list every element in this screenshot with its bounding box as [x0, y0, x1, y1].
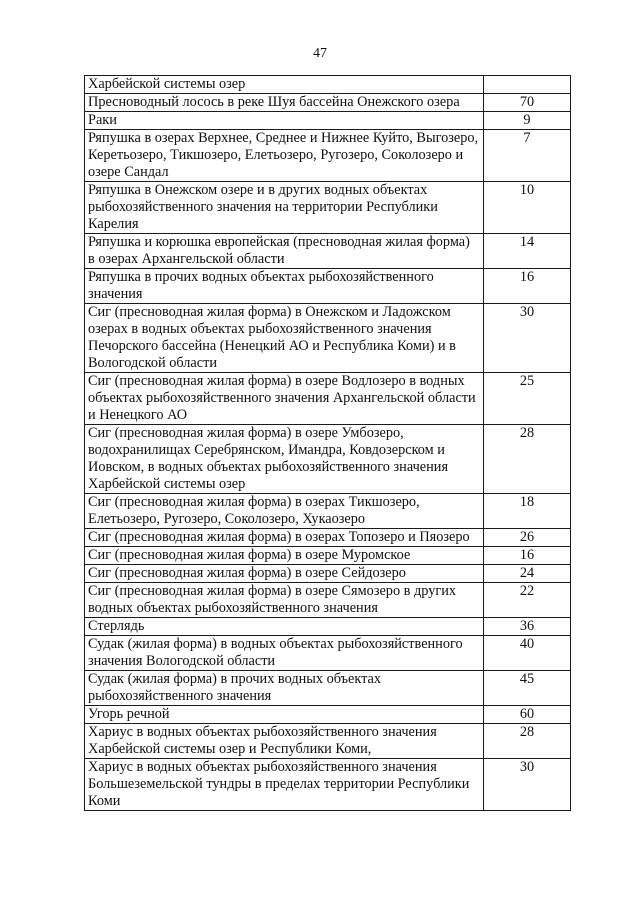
value-cell: 24: [484, 565, 571, 583]
table-row: [85, 494, 571, 529]
value-cell: 10: [484, 182, 571, 234]
species-name-cell: Угорь речной: [85, 706, 484, 724]
species-name-cell: Ряпушка в озерах Верхнее, Среднее и Нижнее Куйто, Выгозеро, Керетьозеро, Тикшозеро, Елетьозеро, Ругозеро, Соколозеро и озере Сандал: [85, 130, 484, 182]
value-cell: 16: [484, 547, 571, 565]
species-table: [84, 75, 571, 811]
value-cell: 9: [484, 112, 571, 130]
table-row: [85, 724, 571, 759]
table-row: [85, 373, 571, 425]
species-name-cell: Хариус в водных объектах рыбохозяйственного значения Большеземельской тундры в пределах территории Республики Коми: [85, 759, 484, 811]
value-cell: 26: [484, 529, 571, 547]
value-cell: 36: [484, 618, 571, 636]
species-name-cell: Сиг (пресноводная жилая форма) в озерах Тикшозеро, Елетьозеро, Ругозеро, Соколозеро, Хукаозеро: [85, 494, 484, 529]
table-row: [85, 547, 571, 565]
species-name-cell: Хариус в водных объектах рыбохозяйственного значения Харбейской системы озер и Республики Коми,: [85, 724, 484, 759]
species-name-cell: Судак (жилая форма) в прочих водных объектах рыбохозяйственного значения: [85, 671, 484, 706]
value-cell: 28: [484, 724, 571, 759]
table-row: [85, 112, 571, 130]
table-row: [85, 636, 571, 671]
species-name-cell: Сиг (пресноводная жилая форма) в озере Муромское: [85, 547, 484, 565]
species-name-cell: Сиг (пресноводная жилая форма) в озере Сямозеро в других водных объектах рыбохозяйственного значения: [85, 583, 484, 618]
species-name-cell: Сиг (пресноводная жилая форма) в озерах Топозеро и Пяозеро: [85, 529, 484, 547]
value-cell: 60: [484, 706, 571, 724]
value-cell: 28: [484, 425, 571, 494]
value-cell: 30: [484, 759, 571, 811]
species-name-cell: Сиг (пресноводная жилая форма) в озере Водлозеро в водных объектах рыбохозяйственного значения Архангельской области и Ненецкого АО: [85, 373, 484, 425]
table-row: [85, 425, 571, 494]
value-cell: 40: [484, 636, 571, 671]
table-row: [85, 706, 571, 724]
table-row: [85, 76, 571, 94]
species-name-cell: Харбейской системы озер: [85, 76, 484, 94]
value-cell: 22: [484, 583, 571, 618]
table-row: [85, 234, 571, 269]
page-number: 47: [313, 46, 327, 61]
table-row: [85, 269, 571, 304]
table-row: [85, 529, 571, 547]
species-name-cell: Судак (жилая форма) в водных объектах рыбохозяйственного значения Вологодской области: [85, 636, 484, 671]
species-name-cell: Ряпушка в прочих водных объектах рыбохозяйственного значения: [85, 269, 484, 304]
value-cell: 25: [484, 373, 571, 425]
table-row: [85, 565, 571, 583]
species-name-cell: Пресноводный лосось в реке Шуя бассейна Онежского озера: [85, 94, 484, 112]
value-cell: 70: [484, 94, 571, 112]
table-body: [85, 76, 571, 811]
value-cell: 7: [484, 130, 571, 182]
species-name-cell: Стерлядь: [85, 618, 484, 636]
value-cell: 18: [484, 494, 571, 529]
value-cell: 45: [484, 671, 571, 706]
species-name-cell: Ряпушка в Онежском озере и в других водных объектах рыбохозяйственного значения на территории Республики Карелия: [85, 182, 484, 234]
table-row: [85, 671, 571, 706]
value-cell: 14: [484, 234, 571, 269]
value-cell: [484, 76, 571, 94]
species-name-cell: Ряпушка и корюшка европейская (пресноводная жилая форма) в озерах Архангельской области: [85, 234, 484, 269]
table-row: [85, 182, 571, 234]
table-row: [85, 618, 571, 636]
species-name-cell: Сиг (пресноводная жилая форма) в озере Сейдозеро: [85, 565, 484, 583]
species-name-cell: Раки: [85, 112, 484, 130]
table-row: [85, 130, 571, 182]
table-row: [85, 583, 571, 618]
table-row: [85, 304, 571, 373]
value-cell: 16: [484, 269, 571, 304]
table-row: [85, 94, 571, 112]
value-cell: 30: [484, 304, 571, 373]
species-name-cell: Сиг (пресноводная жилая форма) в Онежском и Ладожском озерах в водных объектах рыбохозяйственного значения Печорского бассейна (Ненецкий АО и Республика Коми) и в Вологодской области: [85, 304, 484, 373]
species-name-cell: Сиг (пресноводная жилая форма) в озере Умбозеро, водохранилищах Серебрянском, Имандра, Ковдозерском и Иовском, в водных объектах рыбохозяйственного значения Харбейской системы озер: [85, 425, 484, 494]
table-row: [85, 759, 571, 811]
